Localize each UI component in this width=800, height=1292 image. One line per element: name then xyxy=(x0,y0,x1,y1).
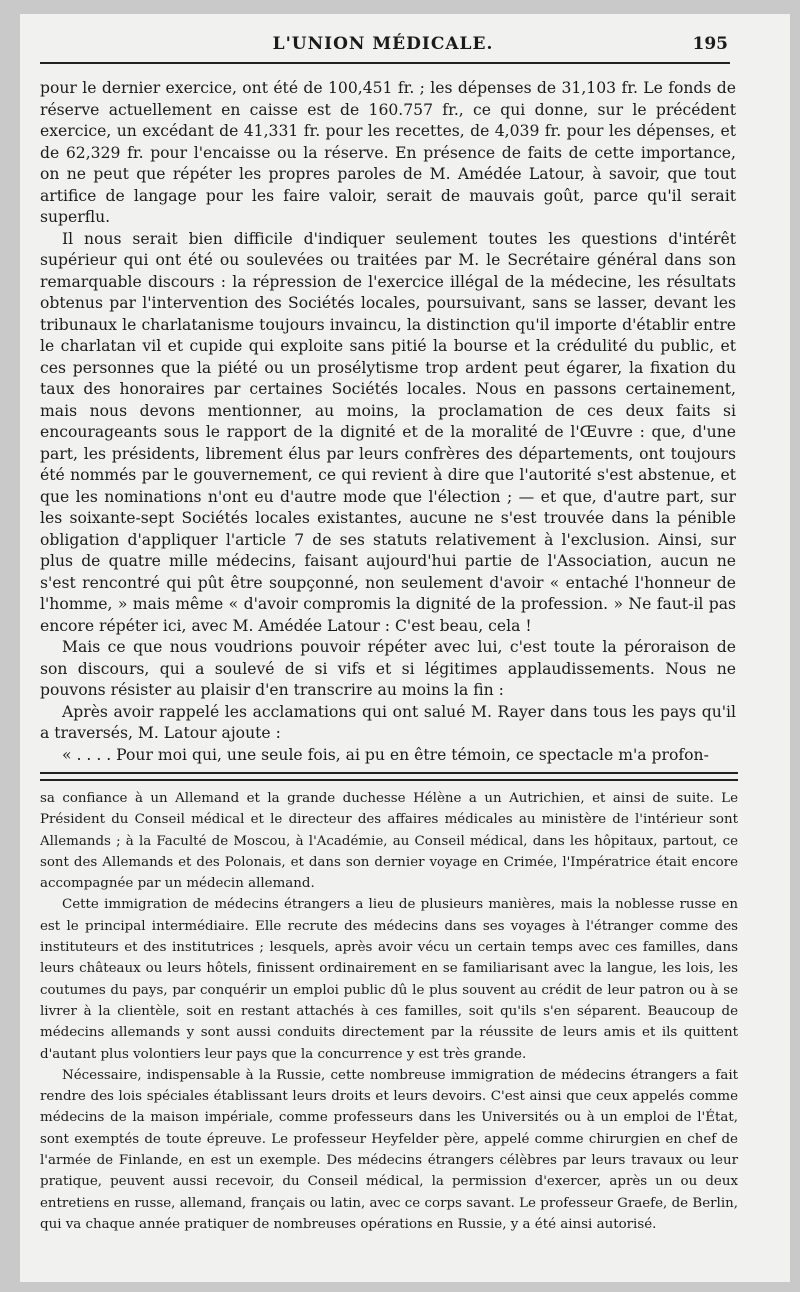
footnote-paragraph: sa confiance à un Allemand et la grande duchesse Hélène a un Autrichien, et ainsi de suite. Le Président du Conseil médical et le directeur des affaires médicales au ministère de l'intérieur sont Allemands ; à la Faculté de Moscou, à l'Académie, au Conseil médical, dans les hôpitaux, partout, ce sont des Allemands et des Polonais, et dans son dernier voyage en Crimée, l'Impératrice était encore accompagnée par un médecin allemand. xyxy=(40,791,738,892)
footnote-separator xyxy=(40,772,738,781)
footnote-paragraph: Cette immigration de médecins étrangers a lieu de plusieurs manières, mais la noblesse russe en est le principal intermédiaire. Elle recrute des médecins dans ses voyages à l'étranger comme des instituteurs et des institutrices ; lesquels, après avoir vécu un certain temps avec ces familles, dans leurs châteaux ou leurs hôtels, finissent ordinairement en se familiarisant avec la langue, les lois, les coutumes du pays, par conquérir un emploi public dû le plus souvent au crédit de leur patron ou à se livrer à la clientèle, soit en restant attachés à ces familles, soit qu'ils s'en séparent. Beaucoup de médecins allemands y sont aussi conduits directement par la réussite de leurs amis et ils quittent d'autant plus volontiers leur pays que la concurrence y est très grande. xyxy=(40,897,738,1062)
paragraph: « . . . . Pour moi qui, une seule fois, ai pu en être témoin, ce spectacle m'a profon- xyxy=(62,745,709,764)
paragraph: pour le dernier exercice, ont été de 100,451 fr. ; les dépenses de 31,103 fr. Le fonds de réserve actuellement en caisse est de 160.757 fr., ce qui donne, sur le précédent exercice, un excédant de 41,331 fr. pour les recettes, de 4,039 fr. pour les dépenses, et de 62,329 fr. pour l'encaisse ou la réserve. En présence de faits de cette importance, on ne peut que répéter les propres paroles de M. Amédée Latour, à savoir, que tout artifice de langage pour les faire valoir, serait de mauvais goût, parce qu'il serait superflu. xyxy=(40,79,736,226)
page-number: 195 xyxy=(692,34,728,54)
paragraph: Il nous serait bien difficile d'indiquer seulement toutes les questions d'intérêt supérieur qui ont été ou soulevées ou traitées par M. le Secrétaire général dans son remarquable discours : la répression de l'exercice illégal de la médecine, les résultats obtenus par l'intervention des Sociétés locales, poursuivant, sans se lasser, devant les tribunaux le charlatanisme toujours invaincu, la distinction qu'il importe d'établir entre le charlatan vil et cupide qui exploite sans pitié la bourse et la crédulité du public, et ces personnes que la piété ou un prosélytisme trop ardent peut égarer, la fixation du taux des honoraires par certaines Sociétés locales. Nous en passons certainement, mais nous devons mentionner, au moins, la proclamation de ces deux faits si encourageants sous le rapport de la dignité et de la moralité de l'Œuvre : que, d'une part, les présidents, librement élus par leurs confrères des départements, ont toujours été nommés par le gouvernement, ce qui revient à dire que l'autorité s'est abstenue, et que les nominations n'ont eu d'autre mode que l'élection ; — et que, d'autre part, sur les soixante-sept Sociétés locales existantes, aucune ne s'est trouvée dans la pénible obligation d'appliquer l'article 7 de ses statuts relativement à l'exclusion. Ainsi, sur plus de quatre mille médecins, faisant aujourd'hui partie de l'Association, aucun ne s'est rencontré qui pût être soupçonné, non seulement d'avoir « entaché l'honneur de l'homme, » mais même « d'avoir compromis la dignité de la profession. » Ne faut-il pas encore répéter ici, avec M. Amédée Latour : C'est beau, cela ! xyxy=(40,229,736,635)
paragraph: Après avoir rappelé les acclamations qui ont salué M. Rayer dans tous les pays qu'il a traversés, M. Latour ajoute : xyxy=(40,702,736,742)
paragraph: Mais ce que nous voudrions pouvoir répéter avec lui, c'est toute la péroraison de son discours, qui a soulevé de si vifs et si légitimes applaudissements. Nous ne pouvons résister au plaisir d'en transcrire au moins la fin : xyxy=(40,638,736,699)
header-rule xyxy=(40,62,730,64)
page-header xyxy=(38,30,728,60)
footnote-paragraph: Nécessaire, indispensable à la Russie, cette nombreuse immigration de médecins étrangers a fait rendre des lois spéciales établissant leurs droits et leurs devoirs. C'est ainsi que ceux appelés comme médecins de la maison impériale, comme professeurs dans les Universités ou à un emploi de l'État, sont exemptés de toute épreuve. Le professeur Heyfelder père, appelé comme chirurgien en chef de l'armée de Finlande, en est un exemple. Des médecins étrangers célèbres par leurs travaux ou leur pratique, peuvent aussi recevoir, du Conseil médical, la permission d'exercer, après un ou deux entretiens en russe, allemand, français ou latin, avec ce corps savant. Le professeur Graefe, de Berlin, qui va chaque année pratiquer de nombreuses opérations en Russie, y a été ainsi autorisé. xyxy=(40,1067,738,1232)
running-title: L'UNION MÉDICALE. xyxy=(272,34,494,54)
main-text xyxy=(40,78,736,766)
footnote xyxy=(40,788,738,1235)
